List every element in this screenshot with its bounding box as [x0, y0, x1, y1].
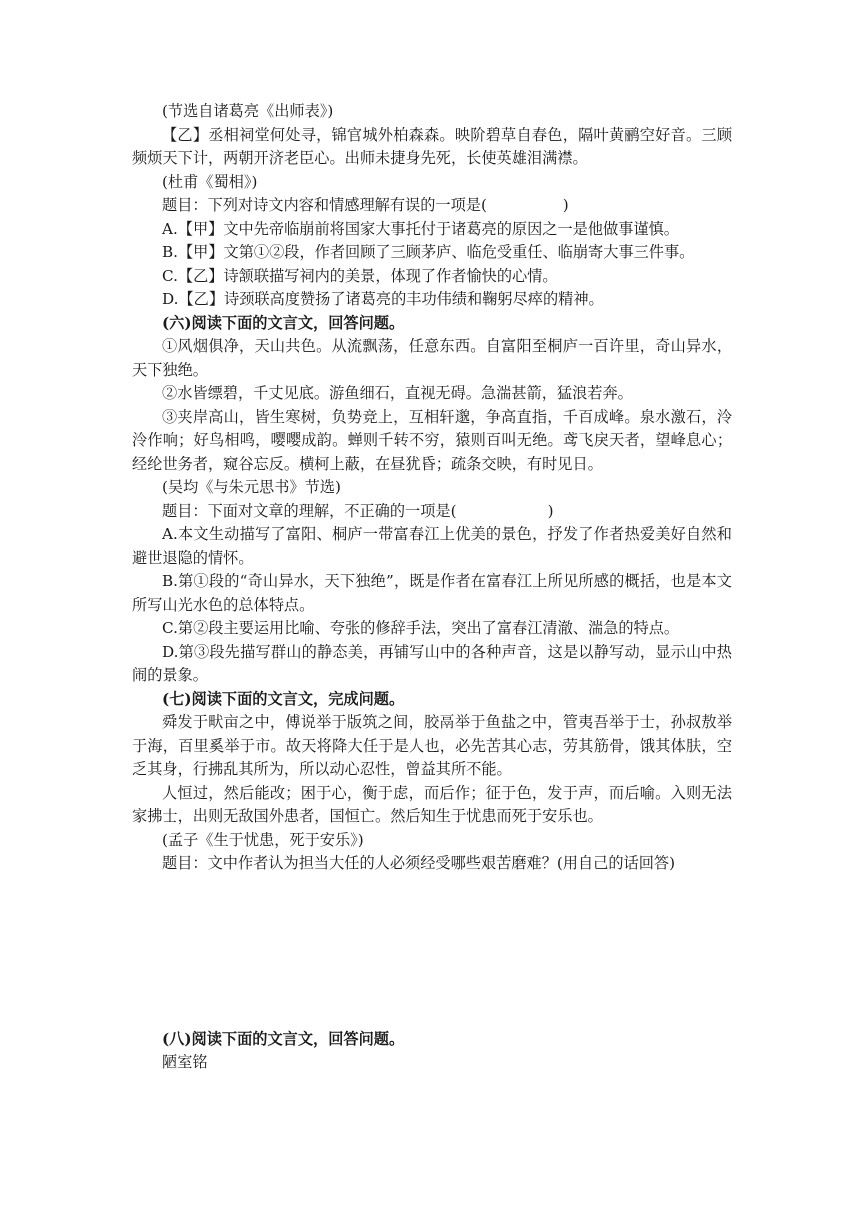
option-b: B.【甲】文第①②段，作者回顾了三顾茅庐、临危受重任、临崩寄大事三件事。	[162, 243, 695, 261]
source-note: (吴均《与朱元思书》节选)	[162, 478, 341, 496]
question-prompt: 题目：下面对文章的理解，不正确的一项是( )	[162, 501, 554, 520]
source-note: (杜甫《蜀相》)	[162, 172, 258, 191]
option-d: D.第③段先描写群山的静态美，再铺写山中的各种声音，这是以静写动，显示山中热闹的景象。	[132, 642, 732, 684]
passage-paragraph: ①风烟俱净，天山共色。从流飘荡，任意东西。自富阳至桐庐一百许里，奇山异水，天下独绝。	[132, 337, 732, 379]
poem-text: 【乙】丞相祠堂何处寻，锦官城外柏森森。映阶碧草自春色，隔叶黄鹂空好音。三顾频烦天下计，两朝开济老臣心。出师未捷身先死，长使英雄泪满襟。	[132, 125, 732, 167]
option-c: C.【乙】诗颔联描写祠内的美景，体现了作者愉快的心情。	[162, 266, 558, 285]
option-c: C.第②段主要运用比喻、夸张的修辞手法，突出了富春江清澈、湍急的特点。	[162, 619, 680, 637]
document-page	[132, 100, 732, 1075]
source-note: (孟子《生于忧患，死于安乐》)	[162, 830, 364, 849]
source-note: (节选自诸葛亮《出师表》)	[162, 102, 334, 120]
passage-paragraph: 人恒过，然后能改；困于心，衡于虑，而后作；征于色，发于声，而后喻。入则无法家拂士，出则无敌国外患者，国恒亡。然后知生于忧患而死于安乐也。	[132, 783, 732, 825]
option-a: A.【甲】文中先帝临崩前将国家大事托付于诸葛亮的原因之一是他做事谨慎。	[162, 219, 679, 238]
passage-paragraph: ②水皆缥碧，千丈见底。游鱼细石，直视无碍。急湍甚箭，猛浪若奔。	[162, 384, 633, 402]
answer-space	[132, 876, 732, 1028]
section-heading: (七)阅读下面的文言文，完成问题。	[162, 689, 405, 708]
section-heading: (六)阅读下面的文言文，回答问题。	[162, 313, 405, 332]
section-heading: (八)阅读下面的文言文，回答问题。	[162, 1029, 405, 1048]
passage-title: 陋室铭	[162, 1053, 208, 1071]
option-d: D.【乙】诗颈联高度赞扬了诸葛亮的丰功伟绩和鞠躬尽瘁的精神。	[162, 290, 604, 308]
passage-paragraph: ③夹岸高山，皆生寒树，负势竞上，互相轩邈，争高直指，千百成峰。泉水激石，泠泠作响；好鸟相鸣，嘤嘤成韵。蝉则千转不穷，猿则百叫无绝。鸢飞戾天者，望峰息心；经纶世务者，窥谷忘反。横柯上蔽，在昼犹昏；疏条交映，有时见日。	[132, 407, 732, 473]
passage-paragraph: 舜发于畎亩之中，傅说举于版筑之间，胶鬲举于鱼盐之中，管夷吾举于士，孙叔敖举于海，百里奚举于市。故天将降大任于是人也，必先苦其心志，劳其筋骨，饿其体肤，空乏其身，行拂乱其所为，所以动心忍性，曾益其所不能。	[132, 713, 732, 778]
question-prompt: 题目：文中作者认为担当大任的人必须经受哪些艰苦磨难？(用自己的话回答)	[162, 854, 676, 872]
question-prompt: 题目：下列对诗文内容和情感理解有误的一项是( )	[162, 196, 569, 214]
option-a: A.本文生动描写了富阳、桐庐一带富春江上优美的景色，抒发了作者热爱美好自然和避世退隐的情怀。	[132, 525, 732, 567]
option-b: B.第①段的“奇山异水，天下独绝”，既是作者在富春江上所见所感的概括，也是本文所写山光水色的总体特点。	[132, 572, 732, 614]
